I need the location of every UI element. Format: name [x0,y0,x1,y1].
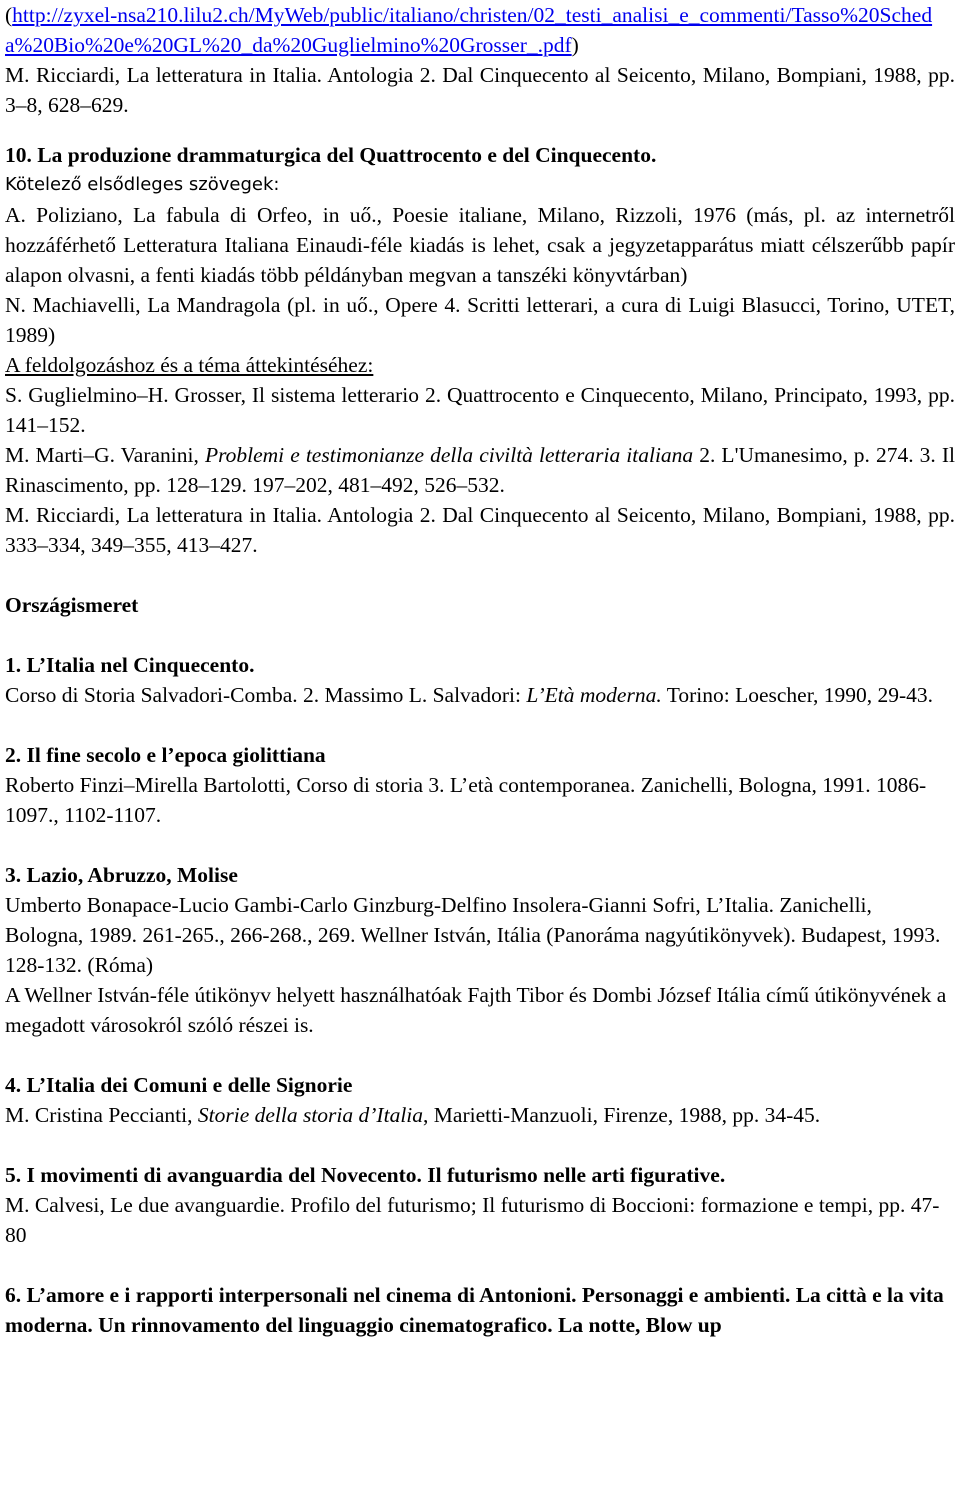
marti-authors: M. Marti–G. Varanini, [5,443,205,467]
topic-1-ref-pre: Corso di Storia Salvadori-Comba. 2. Massimo L. Salvadori: [5,683,527,707]
marti-details: 2. L'Umanesimo, p. 274. 3. Il Rinascimento, pp. 128–129. 197–202, 481–492, 526–532. [5,443,955,497]
reference-ricciardi-2: M. Ricciardi, La letteratura in Italia. Antologia 2. Dal Cinquecento al Seicento, Milano, Bompiani, 1988, pp. 333–334, 349–355, 413–427. [5,503,955,557]
topic-4-heading: 4. L’Italia dei Comuni e delle Signorie [5,1073,353,1097]
url-close-paren: ) [571,33,579,57]
topic-3-reference: Umberto Bonapace-Lucio Gambi-Carlo Ginzburg-Delfino Insolera-Gianni Sofri, L’Italia. Zanichelli, Bologna, 1989. 261-265., 266-268., 269. Wellner István, Itália (Panoráma nagyútikönyvek). Budapest, 1993. 128-132. (Róma) [5,893,941,977]
reference-ricciardi-1: M. Ricciardi, La letteratura in Italia. Antologia 2. Dal Cinquecento al Seicento, Milano, Bompiani, 1988, pp. 3–8, 628–629. [5,63,955,117]
topic-6-heading: 6. L’amore e i rapporti interpersonali nel cinema di Antonioni. Personaggi e ambienti. La città e la vita moderna. Un rinnovamento del linguaggio cinematografico. La notte, Blow up [5,1283,944,1337]
reference-guglielmino: S. Guglielmino–H. Grosser, Il sistema letterario 2. Quattrocento e Cinquecento, Milano, Principato, 1993, pp. 141–152. [5,383,955,437]
topic-1-heading: 1. L’Italia nel Cinquecento. [5,653,255,677]
topic-2-heading: 2. Il fine secolo e l’epoca giolittiana [5,743,326,767]
topic-4-ref-title: Storie della storia d’Italia [197,1103,424,1127]
section-10-heading: 10. La produzione drammaturgica del Quattrocento e del Cinquecento. [5,143,657,167]
reference-marti [5,440,955,500]
topic-3-heading: 3. Lazio, Abruzzo, Molise [5,863,238,887]
url-open-paren: ( [5,3,13,27]
topic-5-heading: 5. I movimenti di avanguardia del Novecento. Il futurismo nelle arti figurative. [5,1163,726,1187]
source-pdf-link[interactable]: http://zyxel-nsa210.lilu2.ch/MyWeb/public/italiano/christen/02_testi_analisi_e_commenti/Tasso%20Scheda%20Bio%20e%20GL%20_da%20Guglielmino%20Grosser_.pdf [5,3,933,57]
reference-poliziano: A. Poliziano, La fabula di Orfeo, in uő., Poesie italiane, Milano, Rizzoli, 1976 (más, pl. az internetről hozzáférhető Letteratura Italiana Einaudi-féle kiadás is lehet, csak a jegyzetapparátus miatt célszerűbb papír alapon olvasni, a fenti kiadás több példányban megvan a tanszéki könyvtárban) [5,203,955,287]
topic-4-ref-post: , Marietti-Manzuoli, Firenze, 1988, pp. 34-45. [423,1103,821,1127]
primary-texts-label: Kötelező elsődleges szövegek: [5,174,280,195]
topic-4-reference [5,1100,955,1130]
topic-1-ref-post: Torino: Loescher, 1990, 29-43. [661,683,934,707]
topic-3-note: A Wellner István-féle útikönyv helyett használhatóak Fajth Tibor és Dombi József Itália című útikönyvének a megadott városokról szóló részei is. [5,983,947,1037]
marti-title: Problemi e testimonianze della civiltà letteraria italiana [204,443,694,467]
orszagismeret-title: Országismeret [5,593,139,617]
source-url-line [5,0,955,60]
topic-4-ref-pre: M. Cristina Peccianti, [5,1103,198,1127]
reference-machiavelli: N. Machiavelli, La Mandragola (pl. in uő., Opere 4. Scritti letterari, a cura di Luigi Blasucci, Torino, UTET, 1989) [5,293,955,347]
topic-2-reference: Roberto Finzi–Mirella Bartolotti, Corso di storia 3. L’età contemporanea. Zanichelli, Bologna, 1991. 1086-1097., 1102-1107. [5,773,927,827]
topic-1-reference [5,680,955,710]
topic-5-reference: M. Calvesi, Le due avanguardie. Profilo del futurismo; Il futurismo di Boccioni: formazione e tempi, pp. 47-80 [5,1193,940,1247]
topic-1-ref-title: L’Età moderna. [526,683,662,707]
overview-label: A feldolgozáshoz és a téma áttekintéséhez: [5,353,374,377]
